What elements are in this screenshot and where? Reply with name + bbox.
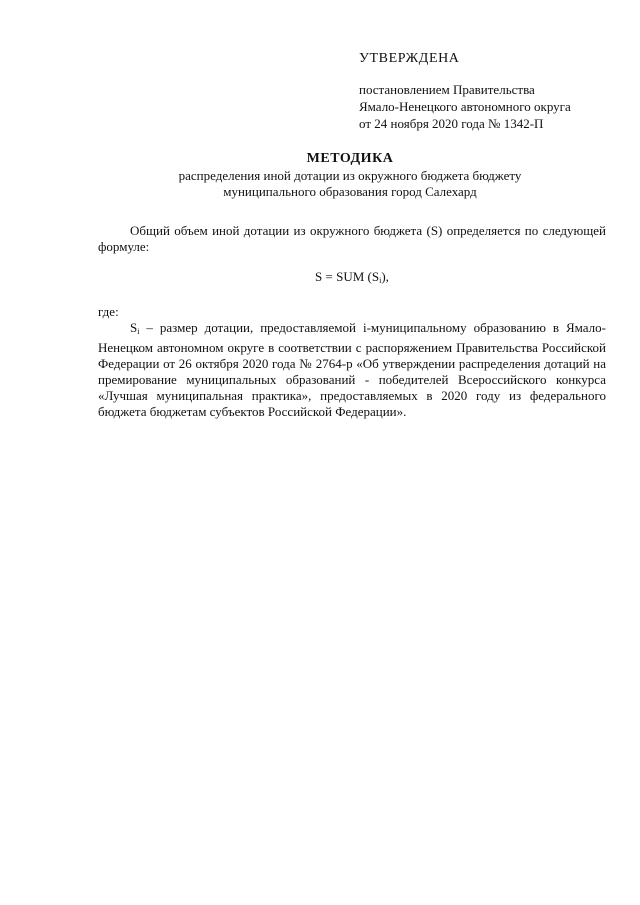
formula-main: S = SUM (S <box>315 269 380 284</box>
approval-line-2: Ямало-Ненецкого автономного округа <box>359 99 571 114</box>
subtitle-line-2: муниципального образования город Салехард <box>223 184 477 199</box>
definition-paragraph <box>98 320 606 420</box>
document-heading <box>90 150 610 200</box>
definition-text: – размер дотации, предоставляемой i-муниципальному образованию в Ямало-Ненецком автономном округе в соответствии с распоряжением Правительства Российской Федерации от 26 октября 2020 года № 2764-р «Об утверждении распределения дотаций на премирование муниципальных образований - победителей Всероссийского конкурса «Лучшая муниципальная практика», предоставляемых в 2020 году из федерального бюджета бюджетам субъектов Российской Федерации». <box>98 320 606 419</box>
formula <box>98 269 606 289</box>
definition-symbol: S <box>130 320 138 335</box>
approval-line-1: постановлением Правительства <box>359 82 535 97</box>
where-label: где: <box>98 304 119 319</box>
approval-line-3: от 24 ноября 2020 года № 1342-П <box>359 116 544 131</box>
approval-stamp: УТВЕРЖДЕНА <box>359 51 460 66</box>
approval-block <box>359 50 609 132</box>
formula-subscript: i <box>379 276 382 285</box>
subtitle-line-1: распределения иной дотации из окружного бюджета бюджету <box>178 168 522 183</box>
document-body <box>98 223 606 420</box>
intro-paragraph: Общий объем иной дотации из окружного бюджета (S) определяется по следующей формуле: <box>98 223 606 254</box>
definition-subscript: i <box>137 327 140 336</box>
document-title: МЕТОДИКА <box>306 151 394 166</box>
formula-tail: ), <box>381 269 389 284</box>
